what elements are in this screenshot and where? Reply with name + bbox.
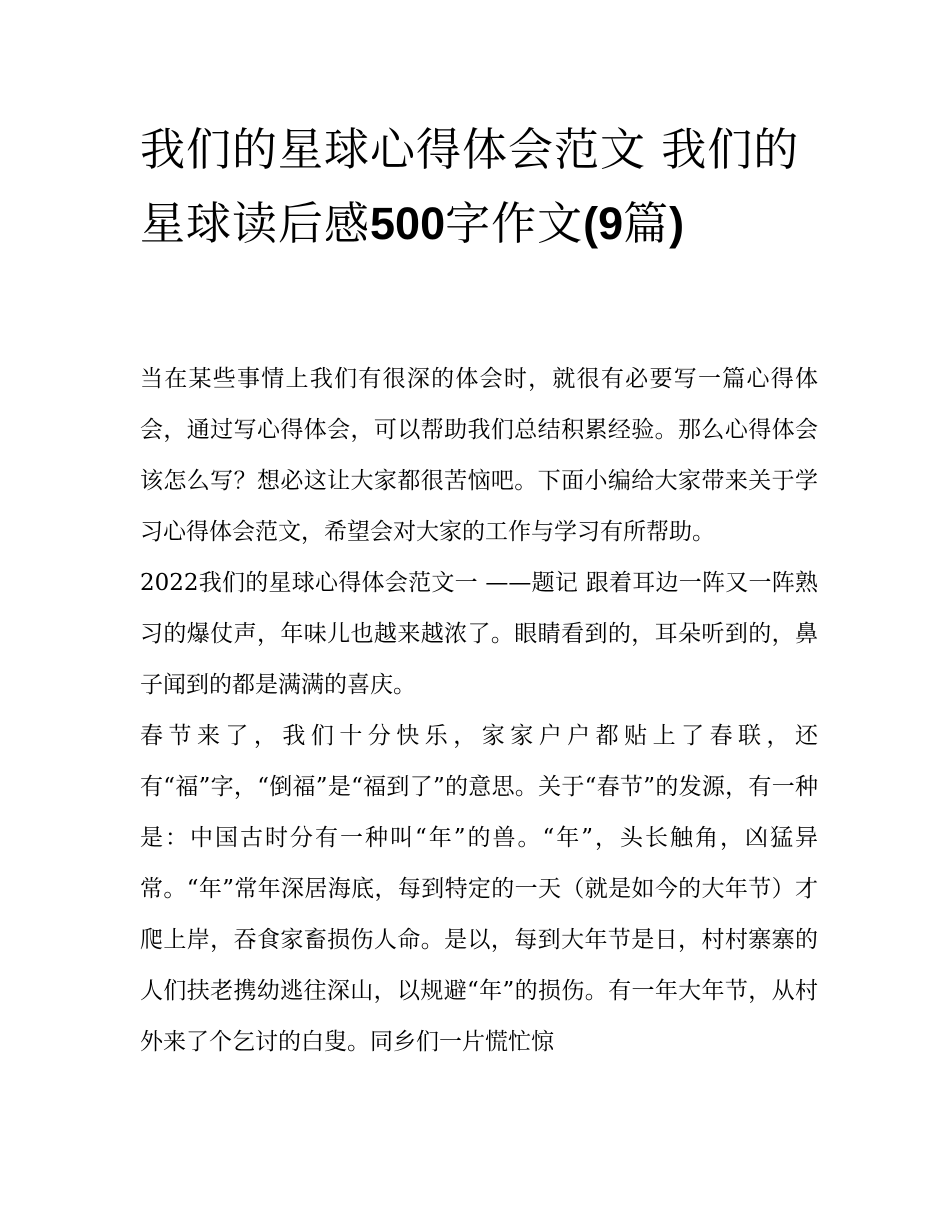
essay-one-opening-paragraph: 2022我们的星球心得体会范文一 ——题记 跟着耳边一阵又一阵熟习的爆仗声，年味儿也越来越浓了。眼睛看到的，耳朵听到的，鼻子闻到的都是满满的喜庆。 (140, 570, 818, 698)
spring-festival-paragraph: 春节来了，我们十分快乐，家家户户都贴上了春联，还有“福”字，“倒福”是“福到了”的意思。关于“春节”的发源，有一种是：中国古时分有一种叫“年”的兽。“年”，头长触角，凶猛异常。“年”常年深居海底，每到特定的一天（就是如今的大年节）才爬上岸，吞食家畜损伤人命。是以，每到大年节是日，村村寨寨的人们扶老携幼逃往深山，以规避“年”的损伤。有一年大年节，从村外来了个乞讨的白叟。同乡们一片慌忙惊 (140, 723, 818, 1055)
document-title: 我们的星球心得体会范文 我们的星球读后感500字作文(9篇) (140, 123, 800, 250)
document-body (140, 354, 818, 1068)
intro-paragraph: 当在某些事情上我们有很深的体会时，就很有必要写一篇心得体会，通过写心得体会，可以帮助我们总结积累经验。那么心得体会该怎么写？想必这让大家都很苦恼吧。下面小编给大家带来关于学习心得体会范文，希望会对大家的工作与学习有所帮助。 (140, 366, 818, 545)
